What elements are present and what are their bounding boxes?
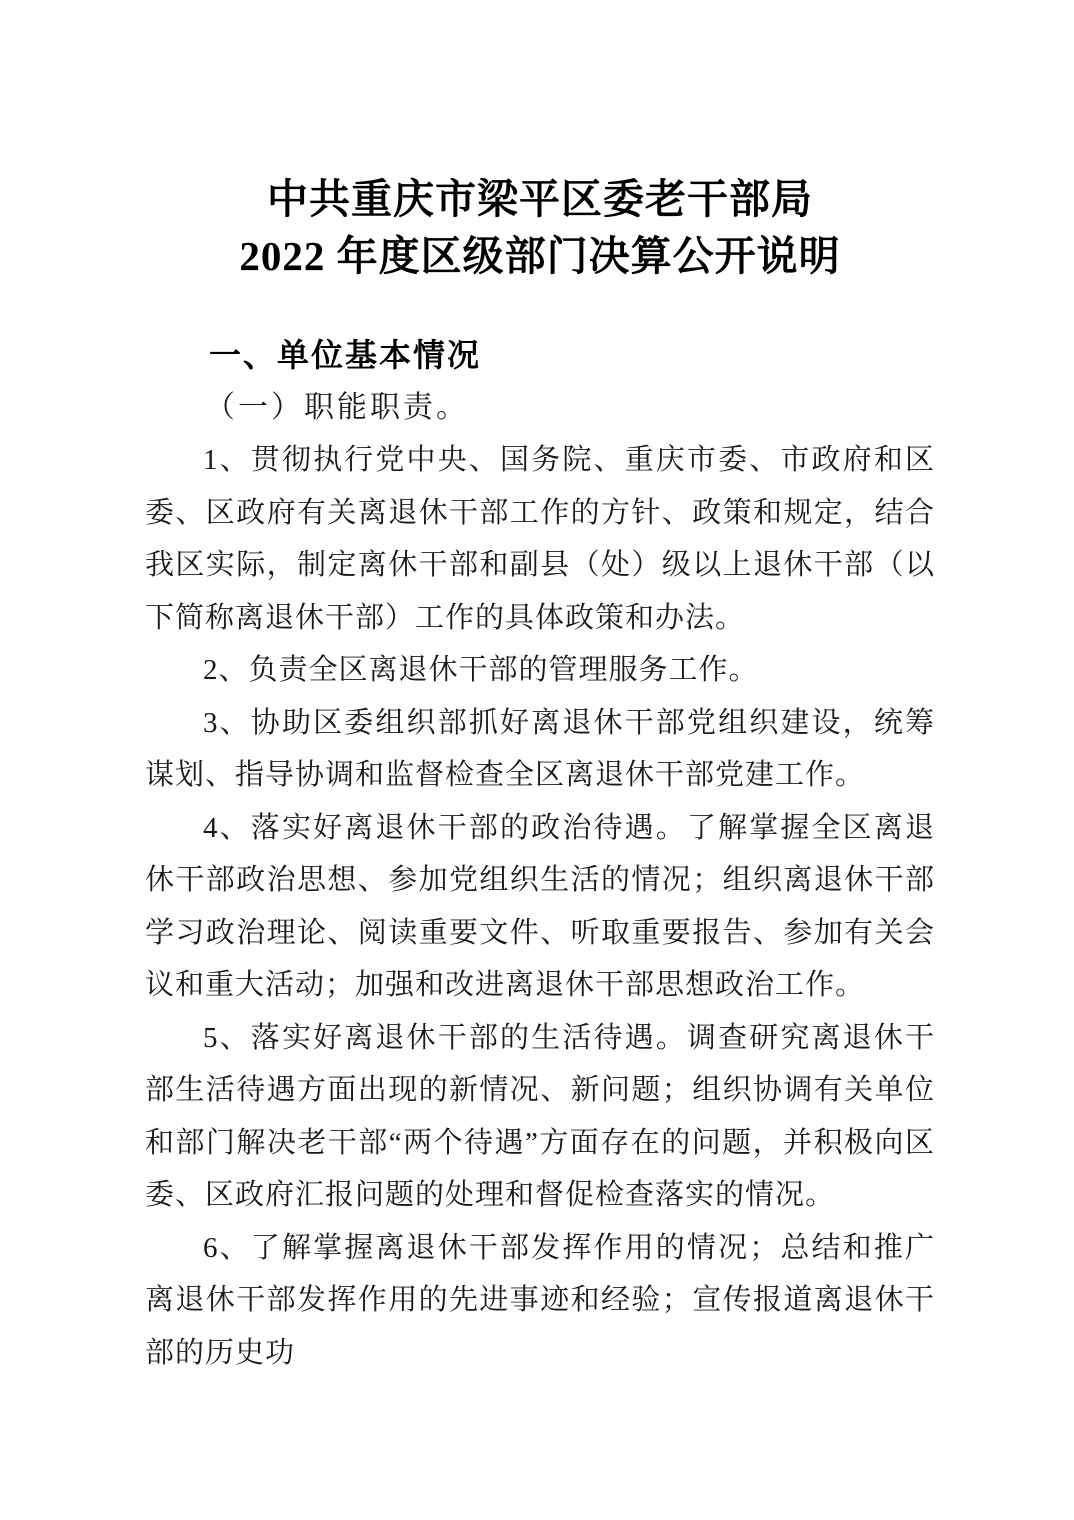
paragraph-duty-3: 3、协助区委组织部抓好离退休干部党组织建设，统筹谋划、指导协调和监督检查全区离退休干部党建工作。: [145, 706, 935, 792]
paragraph-duty-6: 6、了解掌握离退休干部发挥作用的情况；总结和推广离退休干部发挥作用的先进事迹和经验；宣传报道离退休干部的历史功: [145, 1231, 935, 1369]
subsection-heading-functions-duties: （一）职能职责。: [205, 390, 469, 424]
paragraph-duty-2: 2、负责全区离退休干部的管理服务工作。: [203, 654, 759, 687]
paragraph-duty-5: 5、落实好离退休干部的生活待遇。调查研究离退休干部生活待遇方面出现的新情况、新问题；组织协调有关单位和部门解决老干部“两个待遇”方面存在的问题，并积极向区委、区政府汇报问题的处理和督促检查落实的情况。: [145, 1021, 935, 1212]
document-title-line-2: 2022 年度区级部门决算公开说明: [239, 233, 841, 280]
document-title-line-1: 中共重庆市梁平区委老干部局: [267, 176, 813, 223]
paragraph-duty-1: 1、贯彻执行党中央、国务院、重庆市委、市政府和区委、区政府有关离退休干部工作的方针、政策和规定，结合我区实际，制定离休干部和副县（处）级以上退休干部（以下简称离退休干部）工作的具体政策和办法。: [145, 444, 935, 634]
document-body: [145, 329, 935, 1379]
section-heading-unit-basic-info: 一、单位基本情况: [209, 337, 482, 374]
document-title: [145, 171, 935, 285]
paragraph-duty-4: 4、落实好离退休干部的政治待遇。了解掌握全区离退休干部政治思想、参加党组织生活的情况；组织离退休干部学习政治理论、阅读重要文件、听取重要报告、参加有关会议和重大活动；加强和改进离退休干部思想政治工作。: [145, 811, 935, 1002]
